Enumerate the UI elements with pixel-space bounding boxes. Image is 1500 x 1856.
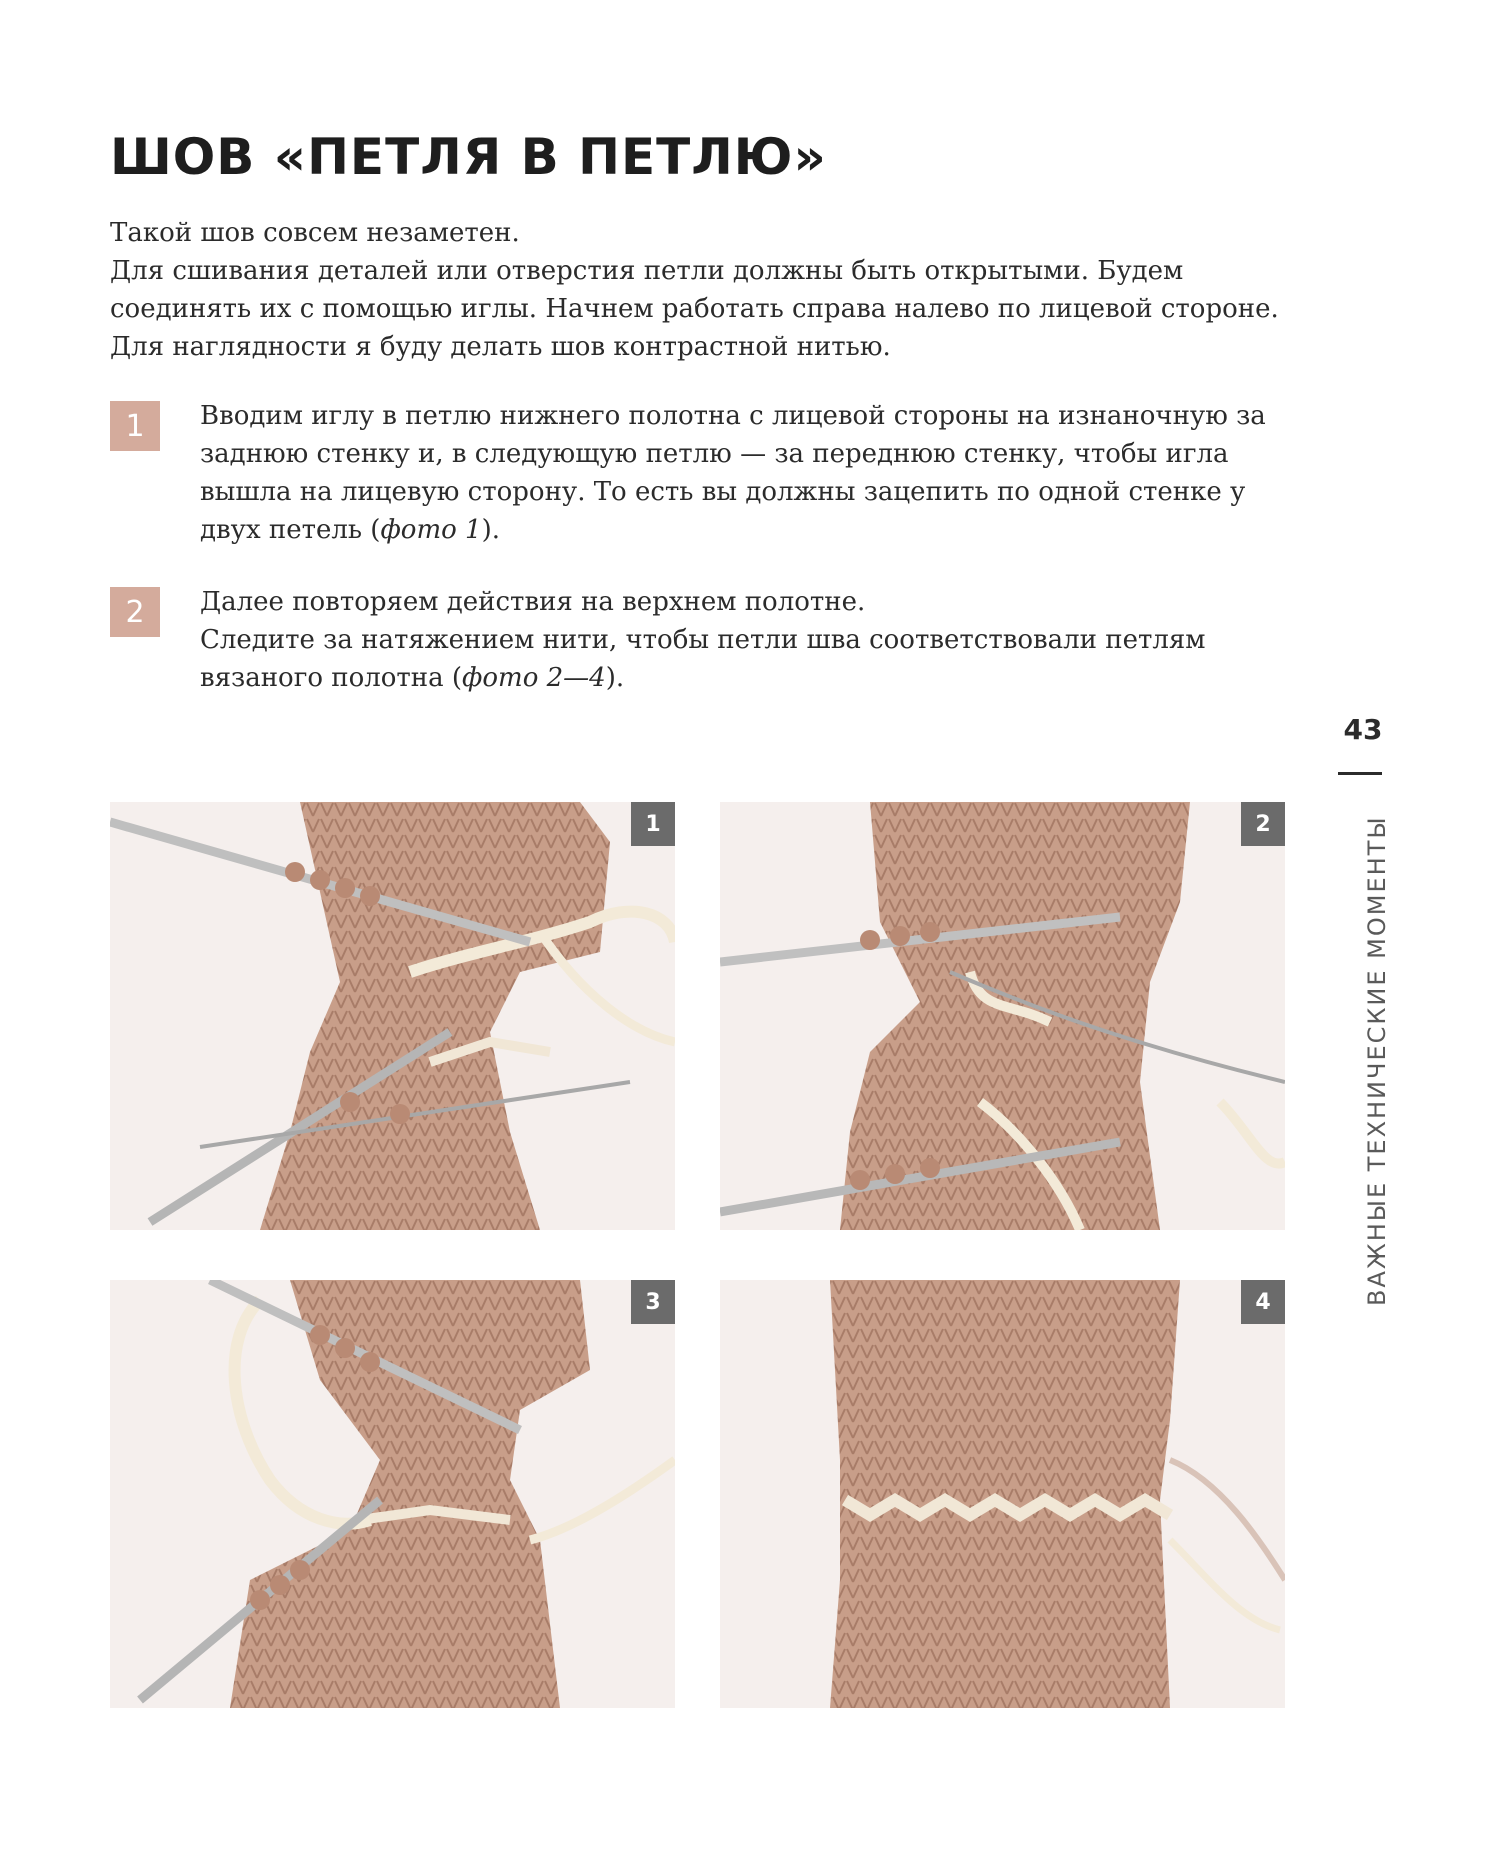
knitting-photo-2-illustration — [720, 802, 1285, 1230]
knitting-photo-3-illustration — [110, 1280, 675, 1708]
photo-number-badge: 3 — [631, 1280, 675, 1324]
step-2-line-1: Далее повторяем действия на верхнем полотне. — [200, 587, 866, 617]
intro-line-1: Такой шов совсем незаметен. — [110, 218, 520, 248]
step-2-text: Следите за натяжением нити, чтобы петли шва соответствовали петлям вязаного полотна ( — [200, 625, 1206, 693]
knitting-photo-4-illustration — [720, 1280, 1285, 1708]
photo-3 — [110, 1280, 675, 1708]
photo-reference: фото 1 — [380, 515, 482, 545]
photo-number-badge: 1 — [631, 802, 675, 846]
photo-number-badge: 2 — [1241, 802, 1285, 846]
step-text — [200, 583, 1290, 697]
intro-paragraph: Для сшивания деталей или отверстия петли должны быть открытыми. Будем соединять их с помощью иглы. Начнем работать справа налево по лицевой стороне. Для наглядности я буду делать шов контрастной нитью. — [110, 256, 1279, 362]
knitting-photo-1-illustration — [110, 802, 675, 1230]
step-2-end: ). — [605, 663, 625, 693]
photo-reference: фото 2—4 — [462, 663, 606, 693]
section-title-vertical: ВАЖНЫЕ ТЕХНИЧЕСКИЕ МОМЕНТЫ — [1363, 815, 1391, 1306]
photo-number-badge: 4 — [1241, 1280, 1285, 1324]
photo-1 — [110, 802, 675, 1230]
step-1-text: Вводим иглу в петлю нижнего полотна с лицевой стороны на изнаночную за заднюю стенку и, в следующую петлю — за переднюю стенку, чтобы игла вышла на лицевую сторону. То есть вы должны зацепить по одной стенке у двух петель ( — [200, 401, 1266, 545]
step-number-badge: 2 — [110, 587, 160, 637]
intro-text — [110, 214, 1290, 366]
page-title: ШОВ «ПЕТЛЯ В ПЕТЛЮ» — [110, 128, 827, 186]
photo-4 — [720, 1280, 1285, 1708]
page-number-rule — [1338, 772, 1382, 775]
step-number-badge: 1 — [110, 401, 160, 451]
photo-2 — [720, 802, 1285, 1230]
step-1-end: ). — [481, 515, 500, 545]
step-text — [200, 397, 1290, 549]
page-number: 43 — [1343, 713, 1383, 746]
